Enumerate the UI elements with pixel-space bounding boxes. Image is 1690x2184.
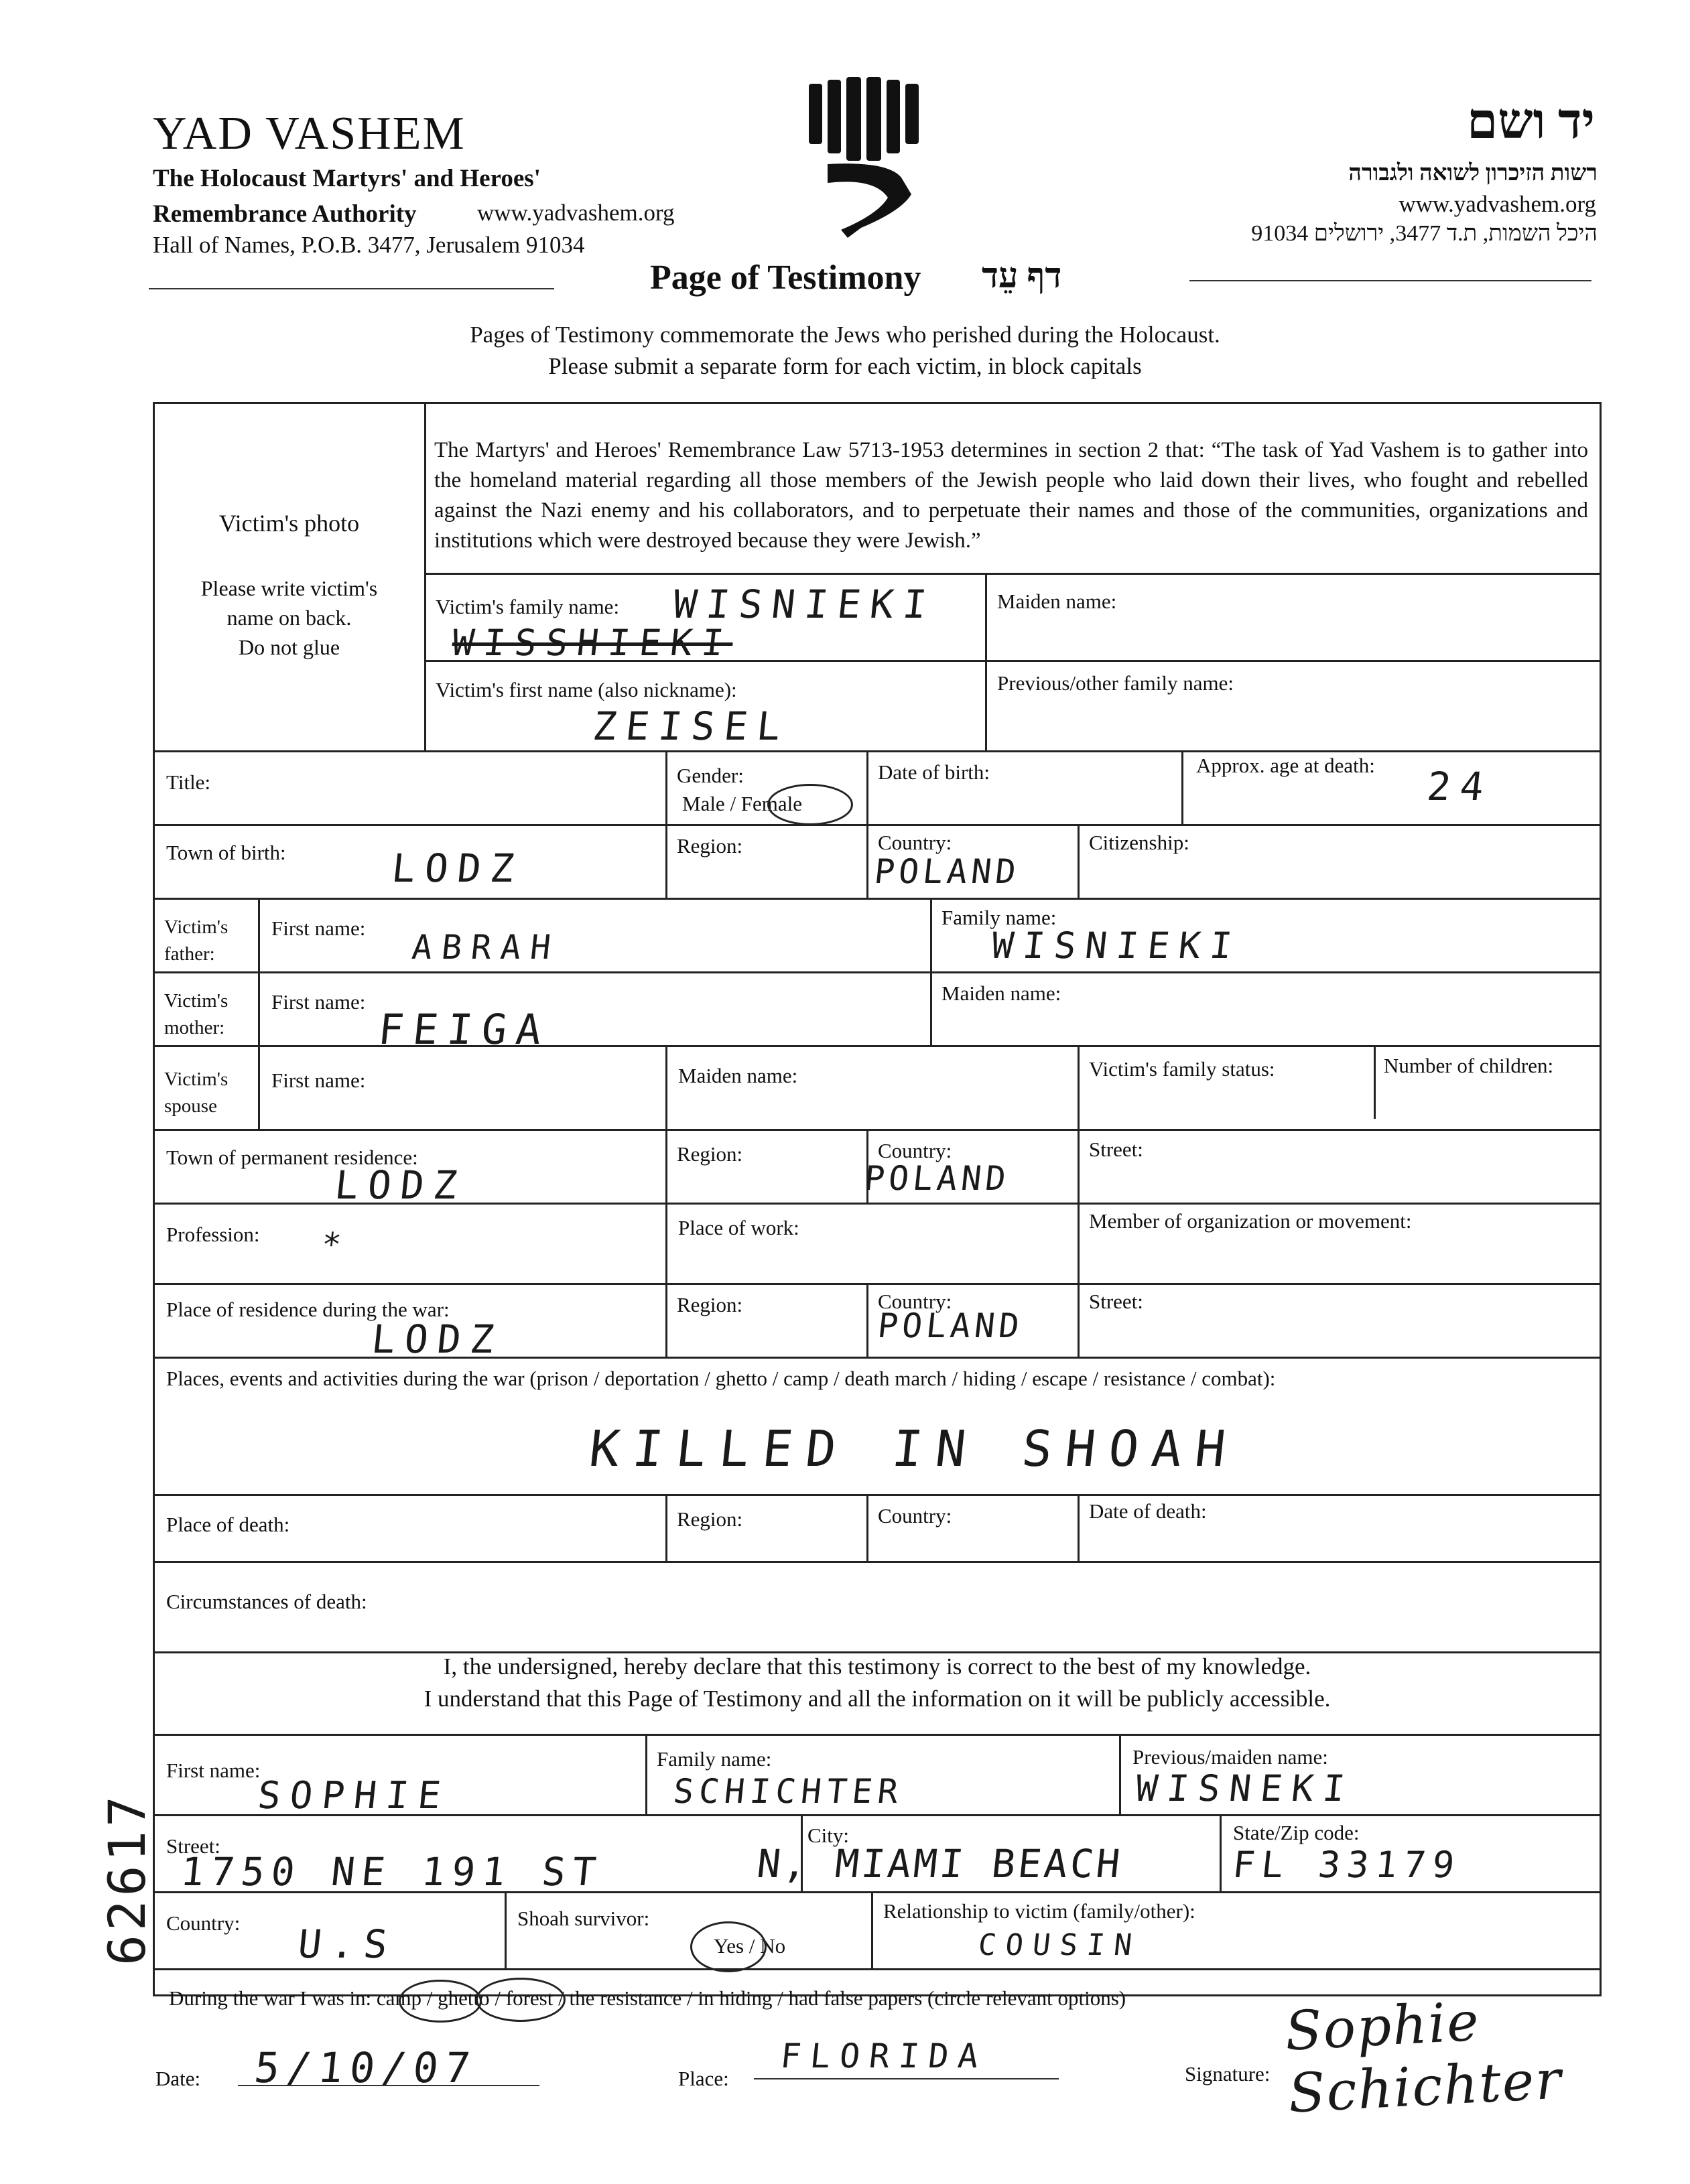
town-birth-value[interactable]: LODZ	[389, 845, 526, 891]
sub-first-value[interactable]: SOPHIE	[255, 1774, 452, 1818]
law-text: The Martyrs' and Heroes' Remembrance Law 5713-1953 determines in section 2 that: “The task of Yad Vashem is to gather into the homeland material regarding all those members of the Jewish people who laid down their lives, who fought and rebelled against the Nazi enemy and his collaborators, and to perpetuate their names and those of the communities, organizations and institutions which were destroyed because they were Jewish.”	[434, 438, 1588, 553]
address-en: Hall of Names, P.O.B. 3477, Jerusalem 91034	[153, 232, 585, 258]
sub-prev-value[interactable]: WISNEKI	[1133, 1767, 1356, 1810]
family-name-label: Victim's family name:	[436, 595, 620, 618]
sub-state-label: State/Zip code:	[1233, 1821, 1360, 1844]
first-name-label: Victim's first name (also nickname):	[436, 678, 737, 701]
work-label: Place of work:	[678, 1216, 799, 1239]
female-circle	[767, 784, 853, 825]
region-label-death: Region:	[677, 1507, 743, 1531]
photo-label: Victim's photo	[218, 510, 360, 537]
age-value[interactable]: 24	[1425, 764, 1496, 809]
relationship-label: Relationship to victim (family/other):	[883, 1899, 1195, 1923]
margin-number: 62617	[96, 1792, 157, 1966]
website-right: www.yadvashem.org	[1399, 191, 1596, 217]
region-label-war: Region:	[677, 1293, 743, 1316]
street-label-war: Street:	[1089, 1290, 1143, 1313]
survivor-label: Shoah survivor:	[517, 1907, 650, 1930]
father-first-value[interactable]: ABRAH	[409, 928, 562, 967]
place-death-label: Place of death:	[166, 1513, 290, 1536]
town-birth-label: Town of birth:	[166, 841, 286, 864]
father-first-label: First name:	[271, 916, 366, 940]
war-res-label: Place of residence during the war:	[166, 1298, 450, 1321]
mother-label-2: mother:	[164, 1017, 225, 1038]
sub-street-label: Street:	[166, 1834, 220, 1858]
form-title-en: Page of Testimony	[650, 259, 921, 297]
sub-country-value[interactable]: U.S	[296, 1921, 399, 1967]
country-birth-value[interactable]: POLAND	[872, 852, 1022, 891]
places-label: Places, events and activities during the war (prison / deportation / ghetto / camp / death march / hiding / escape / resistance / combat):	[166, 1367, 1276, 1390]
website-left: www.yadvashem.org	[477, 200, 675, 226]
date-value[interactable]: 5/10/07	[252, 2043, 480, 2092]
country-label-death: Country:	[878, 1504, 952, 1527]
org-name-he: יד ושם	[1467, 94, 1595, 149]
mother-first-label: First name:	[271, 990, 366, 1014]
org-subtitle-he: רשות הזיכרון לשואה ולגבורה	[1348, 161, 1598, 186]
member-label: Member of organization or movement:	[1089, 1209, 1412, 1233]
maiden-name-label: Maiden name:	[997, 590, 1117, 613]
date-label: Date:	[155, 2067, 201, 2090]
address-he: היכל השמות, ת.ד 3477, ירושלים 91034	[1251, 221, 1598, 246]
age-label: Approx. age at death:	[1196, 754, 1375, 777]
region-label-perm: Region:	[677, 1142, 743, 1166]
perm-country-value[interactable]: POLAND	[862, 1159, 1012, 1198]
mother-maiden-label: Maiden name:	[941, 981, 1061, 1005]
declaration-1: I, the undersigned, hereby declare that this testimony is correct to the best of my knowledge.	[443, 1653, 1311, 1680]
signature-value[interactable]: Sophie Schichter	[1283, 1990, 1564, 2125]
region-label-birth: Region:	[677, 834, 743, 858]
sub-city-label: City:	[807, 1824, 850, 1847]
country-label-birth: Country:	[878, 831, 952, 854]
spouse-label-1: Victim's	[164, 1069, 229, 1090]
survivor-options[interactable]: Yes / No	[714, 1934, 786, 1958]
children-label: Number of children:	[1384, 1054, 1554, 1077]
sub-country-label: Country:	[166, 1911, 241, 1935]
family-name-value[interactable]: WISNIEKI	[671, 582, 938, 627]
sub-family-label: Family name:	[657, 1747, 772, 1771]
during-war-label[interactable]: During the war I was in: camp / ghetto / forest / the resistance / in hiding / had false papers (circle relevant options)	[169, 1986, 1126, 2010]
declaration-2: I understand that this Page of Testimony and all the information on it will be publicly accessible.	[424, 1686, 1331, 1712]
profession-value[interactable]: *	[320, 1226, 352, 1264]
form-title-he: דף עֵד	[982, 257, 1062, 295]
first-name-value[interactable]: ZEISEL	[590, 703, 793, 749]
intro-line-2: Please submit a separate form for each victim, in block capitals	[548, 353, 1142, 379]
country-label-perm: Country:	[878, 1139, 952, 1162]
intro-line-1: Pages of Testimony commemorate the Jews who perished during the Holocaust.	[470, 322, 1220, 348]
father-family-value[interactable]: WISNIEKI	[989, 925, 1244, 967]
sub-street-value[interactable]: 1750 NE 191 ST	[178, 1849, 605, 1895]
family-status-label: Victim's family status:	[1089, 1057, 1275, 1081]
relationship-value[interactable]: COUSIN	[976, 1928, 1143, 1962]
mother-label-1: Victim's	[164, 990, 229, 1012]
org-subtitle-1: The Holocaust Martyrs' and Heroes'	[153, 165, 541, 192]
camp-circle	[399, 1980, 482, 2023]
mother-first-value[interactable]: FEIGA	[376, 1005, 554, 1054]
org-name-en: YAD VASHEM	[153, 108, 466, 159]
ghetto-circle	[476, 1978, 566, 2022]
war-town-value[interactable]: LODZ	[369, 1316, 506, 1362]
photo-instr-3: Do not glue	[238, 635, 340, 659]
photo-instr-1: Please write victim's	[200, 576, 378, 600]
sub-prev-label: Previous/maiden name:	[1132, 1745, 1328, 1769]
sub-city-value[interactable]: N, MIAMI BEACH	[755, 1841, 1125, 1887]
spouse-first-label: First name:	[271, 1069, 366, 1092]
gender-options[interactable]: Male / Female	[682, 792, 803, 815]
father-family-label: Family name:	[941, 906, 1057, 929]
spouse-maiden-label: Maiden name:	[678, 1064, 798, 1087]
sub-first-label: First name:	[166, 1759, 261, 1782]
perm-town-value[interactable]: LODZ	[332, 1162, 469, 1208]
war-country-value[interactable]: POLAND	[875, 1306, 1025, 1345]
date-death-label: Date of death:	[1089, 1499, 1207, 1523]
father-label-1: Victim's	[164, 916, 229, 938]
yad-vashem-logo	[801, 77, 935, 248]
father-label-2: father:	[164, 943, 215, 965]
spouse-label-2: spouse	[164, 1095, 217, 1117]
profession-label: Profession:	[166, 1223, 260, 1246]
prev-family-label: Previous/other family name:	[997, 671, 1234, 695]
circumstances-label: Circumstances of death:	[166, 1590, 367, 1613]
places-value[interactable]: KILLED IN SHOAH	[586, 1420, 1242, 1478]
signature-label: Signature:	[1185, 2062, 1271, 2086]
yes-circle	[690, 1921, 767, 1972]
gender-label: Gender:	[677, 764, 744, 787]
org-subtitle-2: Remembrance Authority	[153, 200, 417, 228]
photo-instr-2: name on back.	[226, 606, 352, 630]
title-label: Title:	[166, 770, 211, 794]
family-name-alt-value[interactable]: WISSHIEKI	[450, 622, 735, 664]
country-label-war: Country:	[878, 1290, 952, 1313]
citizenship-label: Citizenship:	[1089, 831, 1189, 854]
place-value[interactable]: FLORIDA	[778, 2037, 990, 2075]
sub-state-value[interactable]: FL 33179	[1230, 1844, 1464, 1886]
place-label: Place:	[678, 2067, 729, 2090]
street-label-perm: Street:	[1089, 1138, 1143, 1161]
dob-label: Date of birth:	[878, 760, 990, 784]
sub-family-value[interactable]: SCHICHTER	[671, 1772, 905, 1811]
perm-res-label: Town of permanent residence:	[166, 1146, 418, 1169]
